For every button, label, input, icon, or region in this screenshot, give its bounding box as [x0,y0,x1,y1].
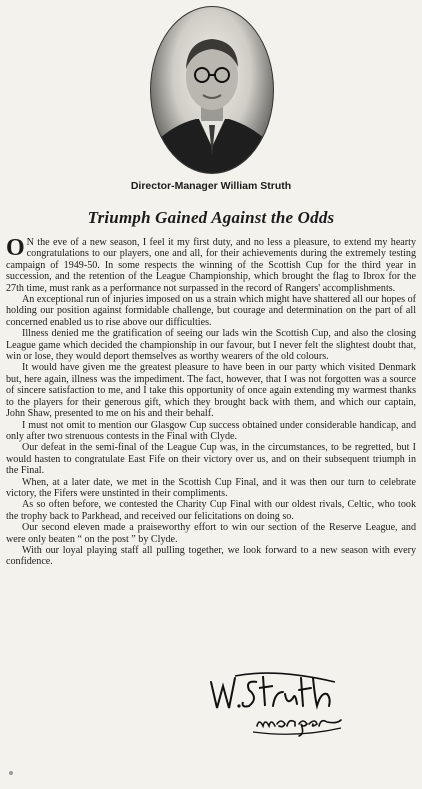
paragraph-9: Our second eleven made a praiseworthy effort to win our section of the Reserve League, and were only beaten “ on the post ” by Clyde. [6,522,416,545]
paragraph-10: With our loyal playing staff all pulling together, we look forward to a new season with every confidence. [6,544,416,568]
portrait-oval [150,6,274,174]
drop-cap: O [6,235,25,261]
handwritten-signature [205,668,345,738]
paragraph-1: O N the eve of a new season, I feel it my first duty, and no less a pleasure, to extend my hearty congratulations to our players, one and all, for their achievements during the extremely testing campaign of 1949-50. In some respects the winning of the Scottish Cup for the third year in succession, and the retention of the League Championship, which brought the flag to Ibrox for the 27th time, must rank as a performance not surpassed in the record of Rangers' accomplishments. [6,235,416,294]
corner-mark-icon [4,766,18,780]
paragraph-2: An exceptional run of injuries imposed on us a strain which might have shattered all our hopes of holding our position against formidable challenge, but courage and determination on the part of all concerned enabled us to rise above our difficulties. [6,294,416,328]
article-body [6,237,416,568]
paragraph-3: Illness denied me the gratification of seeing our lads win the Scottish Cup, and also the closing League game which decided the championship in our favour, but I never felt the slightest doubt that, win or lose, they would deport themselves as worthy wearers of the old colours. [6,328,416,363]
photo-caption: Director-Manager William Struth [130,180,292,192]
paragraph-4: It would have given me the greatest pleasure to have been in our party which visited Denmark but, here again, illness was the impediment. The fact, however, that I was not forgotten was a source of sincere satisfaction to me, and I take this opportunity of once again extending my warmest thanks to the players for their generous gift, which they brought back with them, and which our captain, John Shaw, presented to me on his and their behalf. [6,362,416,420]
paragraph-6: Our defeat in the semi-final of the League Cup was, in the circumstances, to be regretted, but I would hasten to congratulate East Fife on their victory over us, and on their subsequent triumph in the Final. [6,442,416,477]
paragraph-8: As so often before, we contested the Charity Cup Final with our oldest rivals, Celtic, who took the trophy back to Parkhead, and received our felicitations on doing so. [6,499,416,522]
article-title: Triumph Gained Against the Odds [87,208,335,227]
paragraph-5: I must not omit to mention our Glasgow Cup success obtained under considerable handicap, and only after two strenuous contests in the Final with Clyde. [6,419,416,442]
portrait-photo [150,6,272,172]
paragraph-7: When, at a later date, we met in the Scottish Cup Final, and it was then our turn to celebrate victory, the Fifers were unstinted in their compliments. [6,476,416,499]
portrait-icon [151,7,273,173]
signature-icon [205,668,345,738]
